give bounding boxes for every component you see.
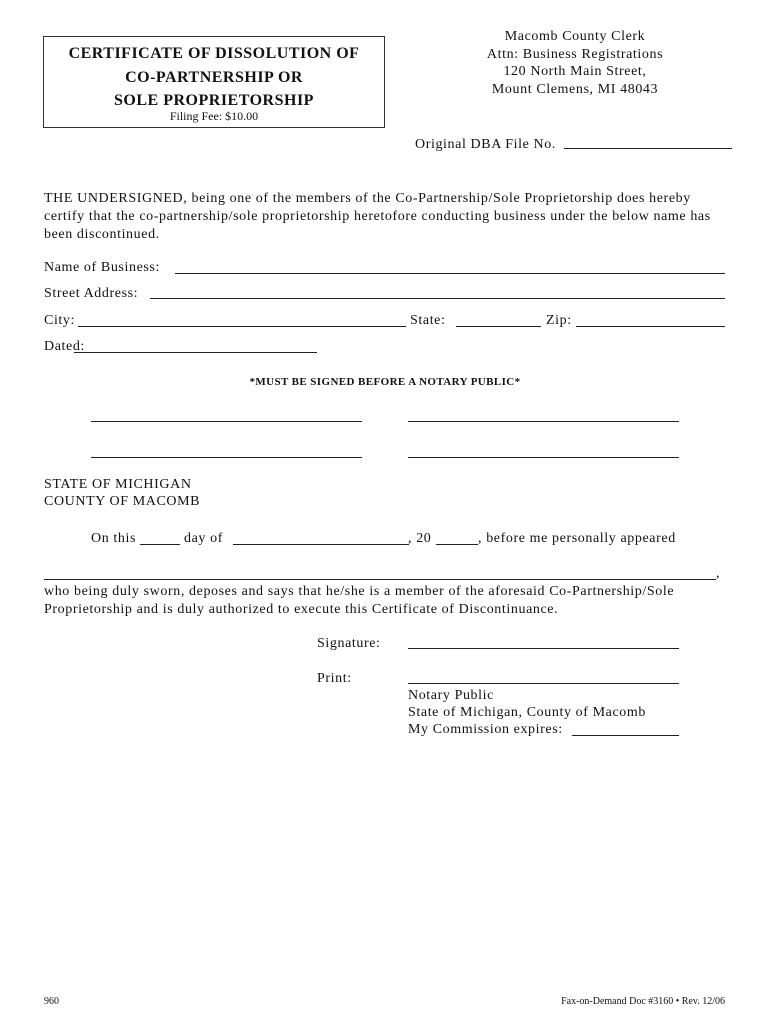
notary-signature-field[interactable]: [408, 648, 679, 649]
county-of-macomb: COUNTY OF MACOMB: [44, 494, 201, 509]
footer-form-number: 960: [44, 996, 59, 1007]
filing-fee: Filing Fee: $10.00: [169, 109, 259, 123]
appeared-name-field[interactable]: [44, 579, 716, 580]
notary-signature-label: Signature:: [317, 636, 381, 651]
clerk-address: [470, 28, 680, 98]
business-name-label: Name of Business:: [44, 260, 160, 275]
intro-paragraph: THE UNDERSIGNED, being one of the members of the Co-Partnership/Sole Proprietorship does hereby certify that the co-partnership/sole proprietorship heretofore conducting business under the below name has been discontinued.: [44, 191, 711, 242]
dba-file-label: Original DBA File No.: [415, 137, 556, 152]
year-prefix: , 20: [408, 531, 432, 546]
day-of-label: day of: [184, 531, 223, 546]
city-label: City:: [44, 313, 76, 328]
member-signature-line-2[interactable]: [408, 421, 679, 422]
notary-print-label: Print:: [317, 671, 352, 686]
commission-expires-field[interactable]: [572, 735, 679, 736]
member-signature-line-1[interactable]: [91, 421, 362, 422]
commission-expires-label: My Commission expires:: [408, 722, 563, 737]
dba-file-field[interactable]: [564, 148, 732, 149]
member-signature-line-4[interactable]: [408, 457, 679, 458]
address-line1: Macomb County Clerk: [504, 29, 646, 44]
notary-state-county: State of Michigan, County of Macomb: [408, 705, 646, 720]
dated-field[interactable]: [74, 352, 317, 353]
footer-doc-revision: Fax-on-Demand Doc #3160 • Rev. 12/06: [561, 996, 725, 1007]
sworn-paragraph: who being duly sworn, deposes and says that he/she is a member of the aforesaid Co-Partnership/Sole Proprietorship and is duly authorized to execute this Certificate of Discontinuance.: [44, 584, 675, 617]
zip-label: Zip:: [546, 313, 572, 328]
city-field[interactable]: [78, 326, 406, 327]
state-of-michigan: STATE OF MICHIGAN: [44, 477, 192, 492]
zip-field[interactable]: [576, 326, 725, 327]
state-label: State:: [410, 313, 446, 328]
form-title-line2: CO-PARTNERSHIP OR: [125, 69, 303, 86]
street-address-field[interactable]: [150, 298, 725, 299]
appeared-comma: ,: [716, 566, 721, 581]
state-field[interactable]: [456, 326, 541, 327]
member-signature-line-3[interactable]: [91, 457, 362, 458]
day-field[interactable]: [140, 544, 180, 545]
form-title-line3: SOLE PROPRIETORSHIP: [114, 92, 314, 109]
form-title-line1: CERTIFICATE OF DISSOLUTION OF: [68, 45, 360, 62]
before-me-label: , before me personally appeared: [478, 531, 676, 546]
on-this-label: On this: [91, 531, 137, 546]
notary-print-field[interactable]: [408, 683, 679, 684]
notary-public-label: Notary Public: [408, 688, 494, 703]
form-title-box: [43, 36, 385, 128]
year-field[interactable]: [436, 544, 478, 545]
month-field[interactable]: [233, 544, 409, 545]
address-line4: Mount Clemens, MI 48043: [491, 81, 659, 97]
business-name-field[interactable]: [175, 273, 725, 274]
address-line3: 120 North Main Street,: [503, 64, 647, 79]
street-address-label: Street Address:: [44, 286, 139, 301]
address-line2: Attn: Business Registrations: [486, 46, 664, 62]
dated-label: Dated:: [44, 339, 85, 354]
notary-notice: *MUST BE SIGNED BEFORE A NOTARY PUBLIC*: [249, 376, 521, 388]
